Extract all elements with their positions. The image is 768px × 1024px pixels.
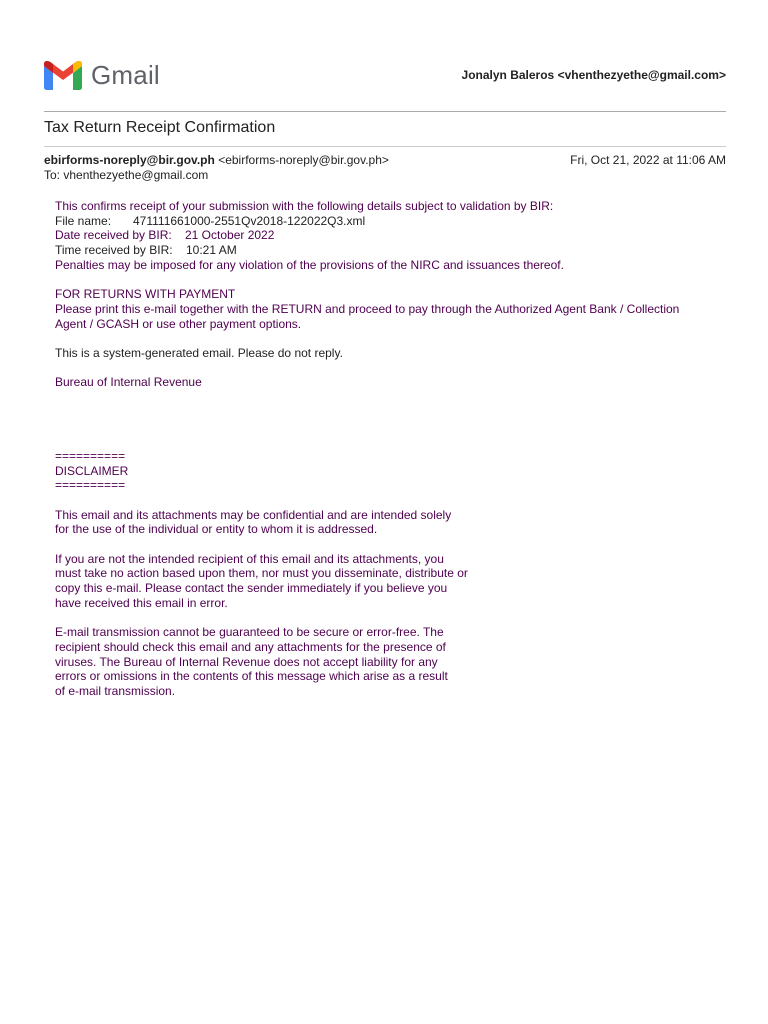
gmail-logo — [44, 60, 160, 91]
email-date: Fri, Oct 21, 2022 at 11:06 AM — [570, 153, 726, 167]
disclaimer-p3-line: recipient should check this email and any attachments for the presence of — [55, 639, 446, 654]
recipient-line: To: vhenthezyethe@gmail.com — [44, 168, 209, 182]
file-name-row — [55, 214, 735, 229]
disclaimer-divider-top: ========== — [55, 448, 126, 463]
sender-address[interactable]: <ebirforms-noreply@bir.gov.ph> — [218, 153, 389, 167]
time-received-value: 10:21 AM — [186, 243, 237, 258]
gmail-wordmark: Gmail — [91, 60, 160, 90]
disclaimer-p2-line: If you are not the intended recipient of this email and its attachments, you — [55, 551, 444, 566]
payment-line-1: Please print this e-mail together with the RETURN and proceed to pay through the Authorized Agent Bank / Collection — [55, 301, 680, 316]
subject-divider — [44, 146, 726, 147]
disclaimer-p3-line: viruses. The Bureau of Internal Revenue does not accept liability for any — [55, 654, 438, 669]
disclaimer-p2-line: must take no action based upon them, nor must you disseminate, distribute or — [55, 566, 468, 581]
disclaimer-title: DISCLAIMER — [55, 463, 129, 478]
disclaimer-p3-line: errors or omissions in the contents of this message which arise as a result — [55, 669, 448, 684]
date-received-row — [55, 228, 735, 243]
email-body — [55, 199, 735, 699]
disclaimer-p3-line: of e-mail transmission. — [55, 684, 176, 699]
penalties-text: Penalties may be imposed for any violation of the provisions of the NIRC and issuances thereof. — [55, 257, 564, 272]
disclaimer-p1-line: This email and its attachments may be confidential and are intended solely — [55, 507, 452, 522]
system-note: This is a system-generated email. Please do not reply. — [55, 346, 343, 360]
email-header — [44, 55, 726, 95]
email-subject: Tax Return Receipt Confirmation — [44, 119, 276, 136]
date-received-label: Date received by BIR: — [55, 228, 172, 243]
disclaimer-p1-line: for the use of the individual or entity to whom it is addressed. — [55, 522, 378, 537]
disclaimer-divider-bottom: ========== — [55, 478, 126, 493]
time-received-label: Time received by BIR: — [55, 243, 173, 258]
file-name-value: 471111661000-2551Qv2018-122022Q3.xml — [133, 213, 366, 228]
payment-heading: FOR RETURNS WITH PAYMENT — [55, 287, 236, 302]
time-received-row — [55, 243, 735, 258]
intro-text: This confirms receipt of your submission with the following details subject to validation by BIR: — [55, 199, 554, 213]
account-label: Jonalyn Baleros <vhenthezyethe@gmail.com> — [461, 68, 726, 82]
payment-line-2: Agent / GCASH or use other payment options. — [55, 316, 302, 331]
sender-name[interactable]: ebirforms-noreply@bir.gov.ph — [44, 153, 215, 167]
email-meta — [44, 153, 726, 183]
disclaimer-p2-line: have received this email in error. — [55, 595, 228, 610]
disclaimer-p2-line: copy this e-mail. Please contact the sender immediately if you believe you — [55, 581, 448, 596]
date-received-value: 21 October 2022 — [185, 228, 275, 243]
disclaimer-p3-line: E-mail transmission cannot be guaranteed to be secure or error-free. The — [55, 625, 444, 640]
file-name-label: File name: — [55, 213, 112, 228]
signature: Bureau of Internal Revenue — [55, 375, 202, 390]
gmail-m-icon — [44, 61, 82, 90]
header-divider — [44, 111, 726, 112]
